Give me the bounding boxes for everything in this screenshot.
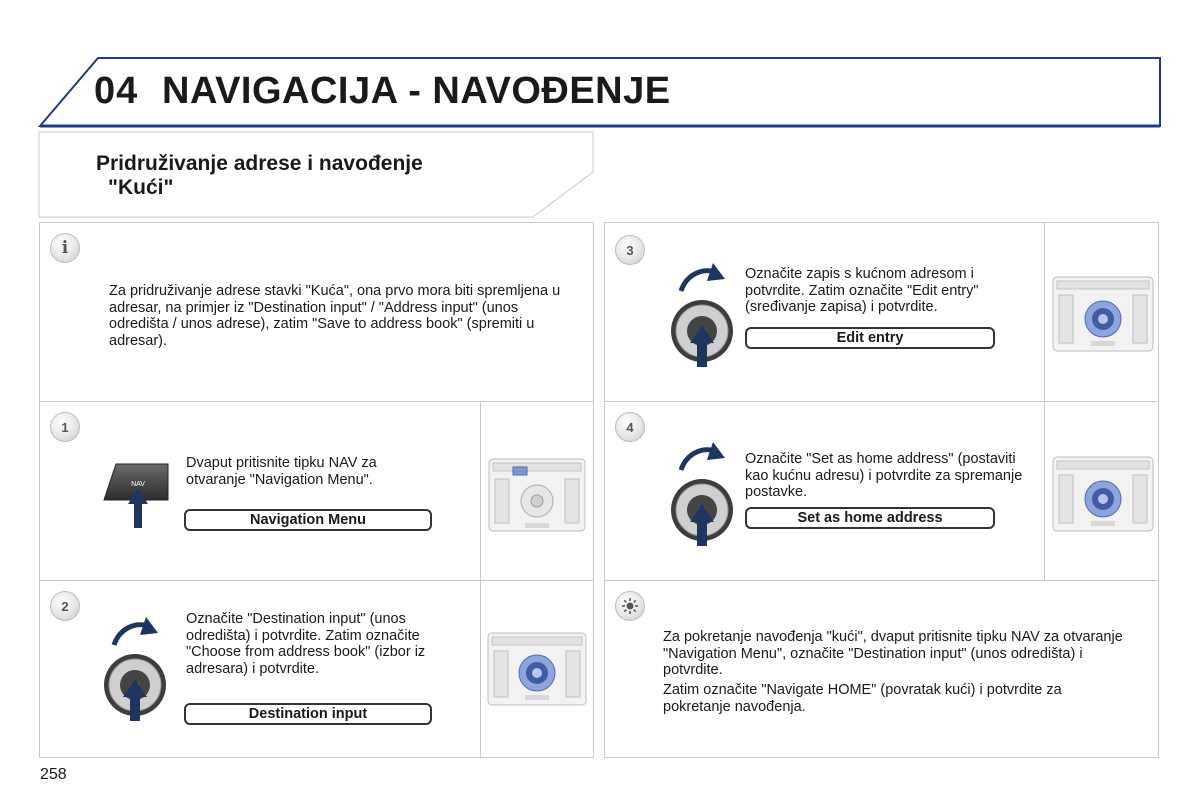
nav-key-label: NAV [131, 481, 145, 488]
lightbulb-icon [615, 591, 645, 621]
info-icon: i [50, 233, 80, 263]
step-4-panel [604, 401, 1159, 581]
rotary-dial-icon [102, 615, 172, 730]
panel-divider [1044, 402, 1045, 580]
edit-entry-label: Edit entry [745, 327, 995, 349]
page-number: 258 [40, 766, 67, 783]
navigation-menu-label: Navigation Menu [184, 509, 432, 531]
step-badge: 4 [615, 412, 645, 442]
panel-divider [480, 402, 481, 580]
radio-panel-thumbnail [1051, 275, 1155, 358]
step-2-panel [39, 580, 594, 758]
info-text: Za pridruživanje adrese stavki "Kuća", ona prvo mora biti spremljena u adresar, na primjer iz "Destination input" / "Address input" (unos odredišta / unos adrese), zatim "Save to address book" (spremiti u adresar). [109, 283, 561, 349]
info-panel [39, 222, 594, 402]
step-badge: 3 [615, 235, 645, 265]
step-1-text: Dvaput pritisnite tipku NAV za otvaranje "Navigation Menu". [186, 455, 377, 488]
radio-panel-thumbnail [1051, 455, 1155, 538]
step-4-text: Označite "Set as home address" (postaviti kao kućnu adresu) i potvrdite za spremanje postavke. [745, 451, 1023, 500]
rotary-dial-icon [669, 261, 739, 376]
panel-divider [1044, 223, 1045, 401]
radio-panel-thumbnail [486, 631, 588, 712]
panel-divider [480, 581, 481, 757]
tip-text-1: Za pokretanje navođenja "kući", dvaput pritisnite tipku NAV za otvaranje "Navigation Menu", označite "Destination input" (unos odredišta) i potvrdite. [663, 629, 1123, 678]
section-title: Pridruživanje adrese i navođenje "Kući" [96, 152, 423, 199]
tip-panel [604, 580, 1159, 758]
chapter-title: NAVIGACIJA - NAVOĐENJE [162, 70, 671, 112]
step-badge: 2 [50, 591, 80, 621]
radio-panel-thumbnail [487, 457, 587, 538]
step-3-text: Označite zapis s kućnom adresom i potvrdite. Zatim označite "Edit entry" (sređivanje zapisa) i potvrdite. [745, 266, 979, 315]
destination-input-label: Destination input [184, 703, 432, 725]
step-2-text: Označite "Destination input" (unos odredišta) i potvrdite. Zatim označite "Choose from address book" (izbor iz adresara) i potvrdite. [186, 611, 426, 677]
step-1-panel [39, 401, 594, 581]
nav-key-press-icon [102, 460, 172, 545]
step-3-panel [604, 222, 1159, 402]
set-as-home-address-label: Set as home address [745, 507, 995, 529]
chapter-number: 04 [94, 70, 139, 112]
tip-text-2: Zatim označite "Navigate HOME" (povratak kući) i potvrdite za pokretanje navođenja. [663, 682, 1062, 715]
rotary-dial-icon [669, 440, 739, 555]
step-badge: 1 [50, 412, 80, 442]
